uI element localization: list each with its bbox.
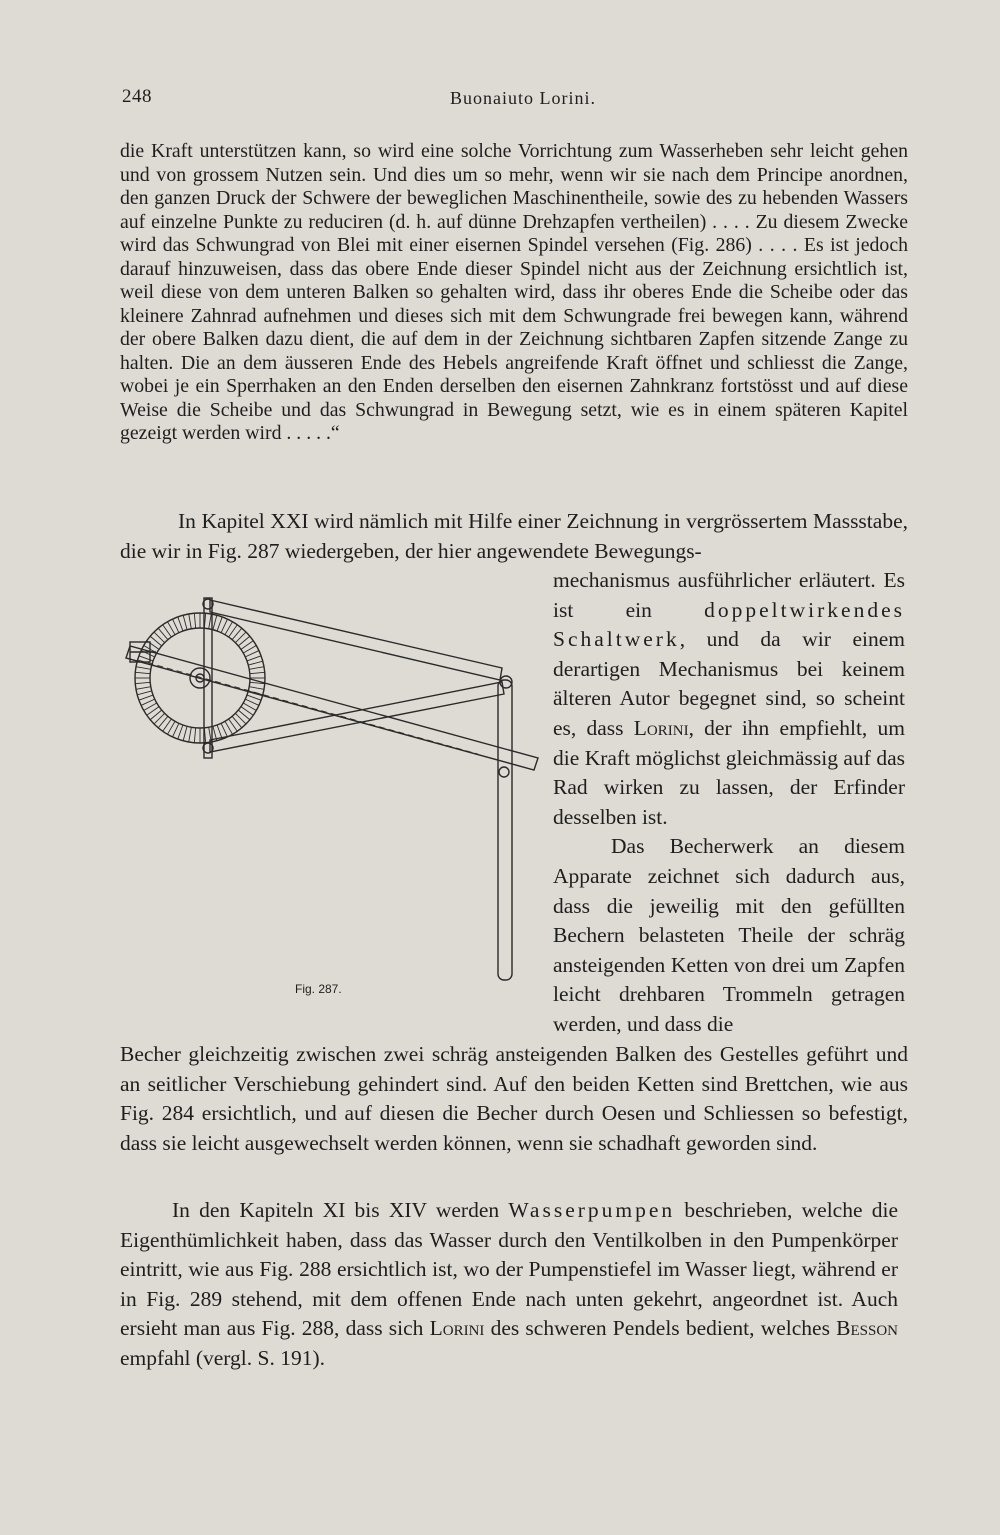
gear-tooth: [136, 687, 151, 690]
figure-287: [118, 590, 548, 1010]
text-run: In den Kapiteln XI bis XIV werden: [172, 1198, 509, 1222]
gear-tooth: [183, 615, 187, 629]
name-besson: Besson: [836, 1316, 898, 1341]
paragraph-schaltwerk: [553, 566, 905, 832]
gear-tooth: [249, 667, 264, 670]
gear-tooth: [189, 614, 192, 629]
text-run: des schweren Pendels bedient, welches: [484, 1316, 837, 1341]
gear-tooth: [173, 619, 179, 633]
text-run: beschrieben, welche die Eigenthümlichkeit haben, dass das Wasser durch den Ventilkolben in den Pumpenkörper eintritt, wie aus Fig. 288 ersichtlich ist, wo der Pumpenstiefel im Wasser liegt, während er in Fig. 289 stehend, mit dem offenen Ende nach unten gekehrt, angeordnet ist. Auch ersieht man aus Fig. 288, dass sich: [120, 1198, 898, 1341]
page-header: [122, 86, 905, 112]
name-lorini: Lorini: [633, 715, 689, 740]
paragraph-becher: Becher gleichzeitig zwischen zwei schräg ansteigenden Balken des Gestelles geführt und an seitlicher Verschiebung gehindert sind. Auf den beiden Ketten sind Brettchen, wie aus Fig. 284 ersichtlich, und auf diesen die Becher durch Oesen und Schliessen so befestigt, dass sie leicht ausgewechselt werden können, wenn sie schadhaft geworden sind.: [120, 1042, 908, 1155]
page-number: 248: [122, 86, 152, 107]
gear-tooth: [213, 615, 217, 629]
gear-tooth: [139, 695, 153, 700]
emphasis-wasserpumpen: Wasserpumpen: [508, 1198, 676, 1222]
gear-tooth: [250, 672, 265, 673]
paragraph-becherwerk: Das Becherwerk an diesem Apparate zeichnet sich dadurch aus, dass die jeweilig mit den gefüllten Bechern belasteten Theile der schräg ansteigenden Ketten von drei um Zapfen leicht drehbaren Trommeln getragen werden, und dass die: [553, 834, 905, 1036]
gear-tooth: [221, 723, 227, 737]
gear-tooth: [178, 617, 183, 631]
upper-lever-bar: [210, 600, 502, 680]
gear-tooth: [139, 656, 153, 661]
text-run: , der ihn empfiehlt, um die Kraft möglichst gleichmässig auf das Rad wirken zu lassen, der Erfinder desselben ist.: [553, 715, 905, 829]
figure-caption: Fig. 287.: [295, 982, 342, 996]
gear-tooth: [217, 617, 222, 631]
gear-tooth: [245, 699, 259, 705]
gear-tooth: [221, 619, 227, 633]
gear-tooth: [189, 727, 192, 742]
gear-tooth: [194, 728, 195, 743]
gear-tooth: [194, 613, 195, 628]
gear-tooth: [136, 667, 151, 670]
gear-tooth: [183, 726, 187, 740]
gear-tooth: [137, 691, 151, 695]
gear-tooth: [141, 699, 155, 705]
emphasis-doppeltwirkendes: doppeltwirkendes Schaltwerk: [553, 597, 905, 652]
gear-tooth: [135, 672, 150, 673]
running-head: Buonaiuto Lorini.: [450, 88, 596, 108]
figure-side-column: [553, 566, 905, 1040]
gear-tooth: [245, 651, 259, 657]
text-run: , und da wir einem derartigen Mechanismus bei keinem älteren Autor begegnet sind, so scheint es, dass: [553, 627, 905, 740]
gear-tooth: [249, 687, 264, 690]
gear-tooth: [247, 656, 261, 661]
text-run: mechanismus ausführlicher erläutert. Es ist ein: [553, 568, 905, 622]
text-run: empfahl (vergl. S. 191).: [120, 1345, 326, 1370]
gear-tooth: [178, 725, 183, 739]
gear-tooth: [135, 682, 150, 683]
paragraph-wasserpumpen: [120, 1196, 898, 1374]
paragraph-intro: die Kraft unterstützen kann, so wird eine solche Vorrichtung zum Wasserheben sehr leicht gehen und von grossem Nutzen sein. Und dies um so mehr, wenn wir sie nach dem Principe anordnen, den ganzen Druck der Schwere der beweglichen Maschinentheile, sowie des zu hebenden Wassers auf einzelne Punkte zu reduciren (d. h. auf dünne Drehzapfen vertheilen) . . . . Zu diesem Zwecke wird das Schwungrad von Blei mit einer eisernen Spindel versehen (Fig. 286) . . . . Es ist jedoch darauf hinzuweisen, dass das obere Ende dieser Spindel nicht aus der Zeichnung ersichtlich ist, weil diese von dem unteren Balken so gehalten wird, dass ihr oberes Ende die Scheibe oder das kleinere Zahnrad aufnehmen und dieses sich mit dem Schwungrade frei bewegen kann, während der obere Balken dazu dient, die auf dem in der Zeichnung sichtbaren Zapfen sitzende Zange zu halten. Die an dem äusseren Ende des Hebels angreifende Kraft öffnet und schliesst die Zange, wobei je ein Sperrhaken an den Enden derselben den eisernen Zahnkranz fortstösst und auf diese Weise die Scheibe und das Schwungrad in Bewegung setzt, wie es in einem späteren Kapitel gezeigt werden wird . . . . .“: [120, 140, 908, 444]
vertical-handle: [498, 680, 512, 980]
gear-tooth: [173, 723, 179, 737]
diagonal-beam: [126, 646, 538, 770]
gear-tooth: [247, 695, 261, 700]
gear-tooth: [217, 725, 222, 739]
ratchet-mechanism-drawing: [118, 590, 548, 990]
gear-tooth: [248, 661, 262, 665]
gear-tooth: [209, 614, 212, 629]
paragraph-kapitel-xxi: In Kapitel XXI wird nämlich mit Hilfe einer Zeichnung in vergrössertem Massstabe, die wir in Fig. 287 wiedergeben, der hier angewendete Bewegungs-: [120, 509, 908, 563]
name-lorini: Lorini: [429, 1316, 485, 1341]
